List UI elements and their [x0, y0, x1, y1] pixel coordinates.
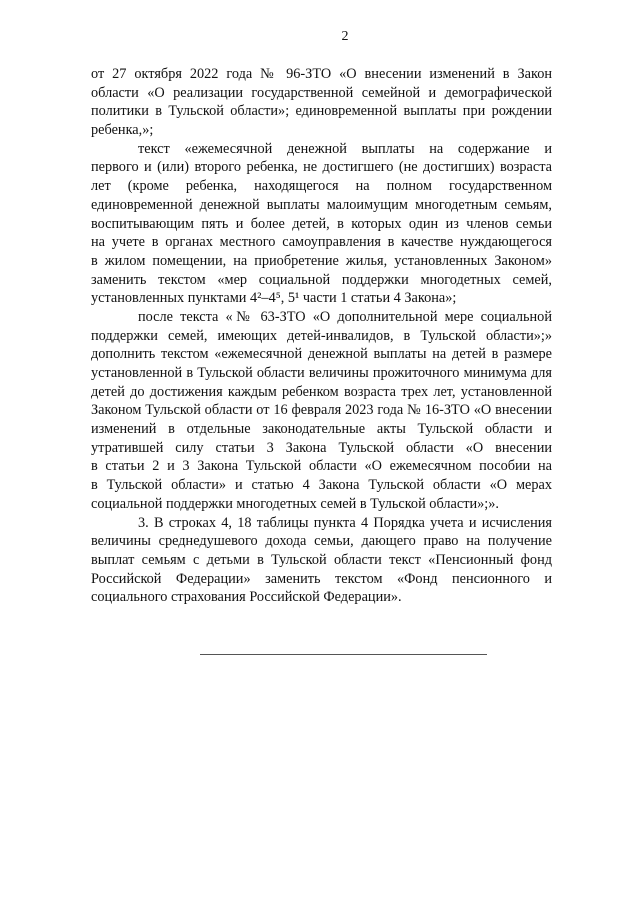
text-line: утратившей силу статьи 3 Закона Тульской области «О внесении — [91, 439, 552, 456]
text-line: области «О реализации государственной семейной и демографической — [91, 84, 552, 101]
text-line: заменить текстом «мер социальной поддержки многодетных семей, — [91, 271, 552, 288]
text-line: социального страхования Российской Федерации». — [91, 589, 402, 606]
text-line: Законом Тульской области от 16 февраля 2023 года № 16-ЗТО «О внесении — [91, 402, 552, 419]
page-number: 2 — [341, 29, 349, 44]
paragraph — [91, 65, 552, 140]
text-line: детей до достижения каждым ребенком возраста трех лет, установленной — [91, 383, 552, 400]
text-line: от 27 октября 2022 года № 96-ЗТО «О внесении изменений в Закон — [91, 66, 552, 82]
text-line: величины среднедушевого дохода семьи, дающего право на получение — [91, 533, 552, 550]
text-line: установленной в Тульской области величины прожиточного минимума для — [91, 365, 552, 381]
text-line: текст «ежемесячной денежной выплаты на содержание и — [138, 140, 552, 157]
document-body — [91, 65, 552, 607]
text-line: единовременной денежной выплаты малоимущим многодетным семьям, — [91, 196, 552, 213]
text-line: Российской Федерации» заменить текстом «Фонд пенсионного и — [91, 570, 552, 587]
paragraph — [91, 140, 552, 308]
text-line: дополнить текстом «ежемесячной денежной выплаты на детей в размере — [91, 346, 552, 363]
text-line: изменений в отдельные законодательные акты Тульской области и — [91, 421, 552, 438]
text-line: первого и (или) второго ребенка, не достигшего (не достигших) возраста — [91, 159, 552, 176]
text-line: воспитывающим пять и более детей, в которых один из членов семьи — [91, 215, 552, 232]
text-line: после текста «№ 63-ЗТО «О дополнительной мере социальной — [138, 308, 552, 325]
paragraph — [91, 308, 552, 514]
text-line: выплат семьям с детьми в Тульской области текст «Пенсионный фонд — [91, 551, 552, 568]
text-line: поддержки семей, имеющих детей-инвалидов, в Тульской области»;» — [91, 327, 552, 344]
text-line: установленных пунктами 4²–4⁵, 5¹ части 1 статьи 4 Закона»; — [91, 290, 457, 307]
end-divider — [200, 654, 487, 655]
text-line: 3. В строках 4, 18 таблицы пункта 4 Порядка учета и исчисления — [138, 514, 552, 531]
text-line: ребенка,»; — [91, 122, 154, 139]
text-line: на учете в органах местного самоуправления в качестве нуждающегося — [91, 234, 552, 251]
text-line: социальной поддержки многодетных семей в Тульской области»;». — [91, 495, 499, 512]
text-line: в Тульской области» и статью 4 Закона Тульской области «О мерах — [91, 477, 552, 494]
text-line: политики в Тульской области»; единовременной выплаты при рождении — [91, 103, 552, 120]
text-line: в жилом помещении, на приобретение жилья, установленных Законом» — [91, 252, 552, 269]
paragraph — [91, 514, 552, 607]
text-line: в статьи 2 и 3 Закона Тульской области «О ежемесячном пособии на — [91, 458, 552, 475]
text-line: лет (кроме ребенка, находящегося на полном государственном — [91, 178, 552, 195]
